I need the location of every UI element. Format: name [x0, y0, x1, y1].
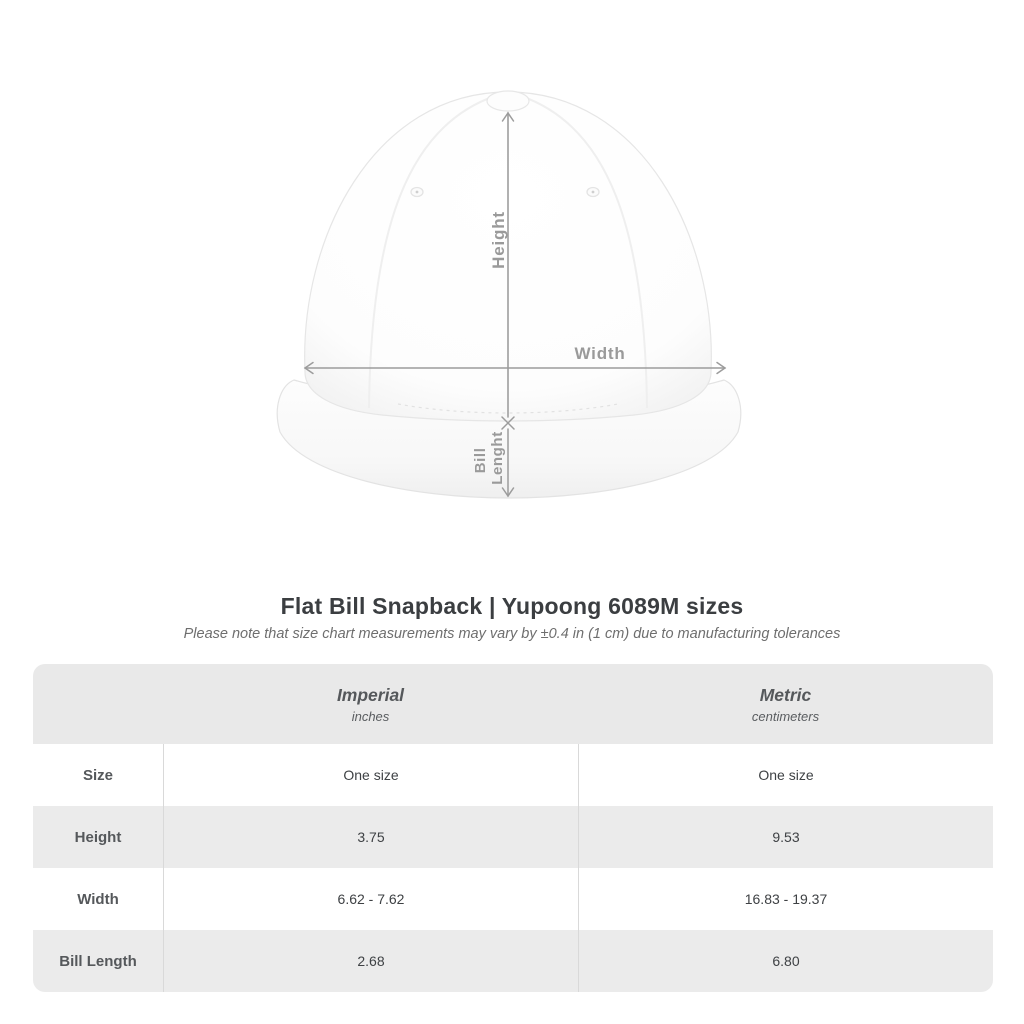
metric-value: 6.80	[578, 930, 993, 992]
metric-label: Metric	[759, 684, 812, 705]
metric-unit: centimeters	[751, 708, 820, 724]
page-title: Flat Bill Snapback | Yupoong 6089M sizes	[280, 593, 744, 619]
width-dimension-label: Width	[574, 344, 626, 363]
table-row-bill-length	[33, 930, 993, 992]
hat-top-button	[487, 91, 529, 111]
row-label: Bill Length	[59, 952, 137, 970]
table-row-width	[33, 868, 993, 930]
bill-length-dimension-label: Bill Lenght	[472, 431, 506, 485]
imperial-value: 6.62 - 7.62	[163, 868, 578, 930]
header-spacer-cell	[33, 664, 163, 744]
header-metric	[578, 664, 993, 744]
row-label: Width	[77, 890, 119, 908]
imperial-unit: inches	[351, 708, 390, 724]
header-imperial	[163, 664, 578, 744]
hat-eyelet-left	[411, 188, 423, 197]
metric-value: 9.53	[578, 806, 993, 868]
row-label: Size	[82, 766, 113, 784]
tolerance-note: Please note that size chart measurements may vary by ±0.4 in (1 cm) due to manufacturing tolerances	[183, 626, 841, 642]
imperial-value: 3.75	[163, 806, 578, 868]
size-table	[33, 664, 993, 992]
height-dimension-label: Height	[489, 211, 508, 269]
metric-value: One size	[578, 744, 993, 806]
imperial-label: Imperial	[336, 684, 405, 705]
imperial-value: One size	[163, 744, 578, 806]
hat-eyelet-right	[587, 188, 599, 197]
row-label: Height	[74, 828, 122, 846]
table-row-height	[33, 806, 993, 868]
hat-measurement-diagram	[258, 68, 762, 520]
table-row-size	[33, 744, 993, 806]
size-table-header	[33, 664, 993, 744]
imperial-value: 2.68	[163, 930, 578, 992]
metric-value: 16.83 - 19.37	[578, 868, 993, 930]
